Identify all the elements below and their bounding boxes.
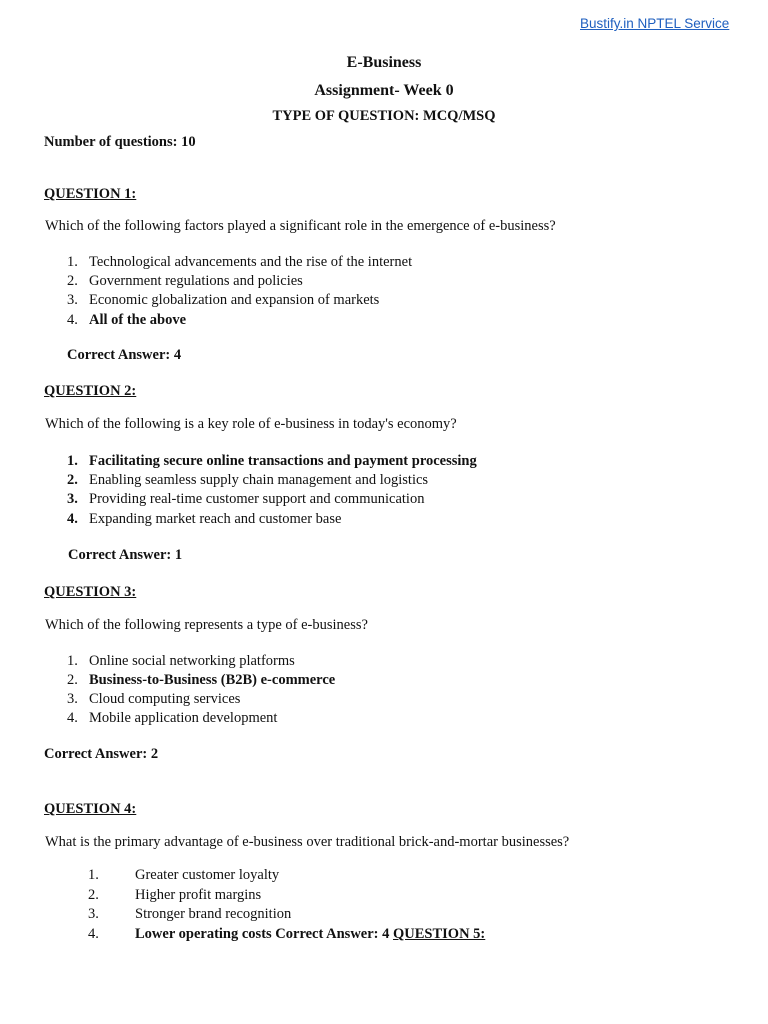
- option-text: Cloud computing services: [89, 691, 241, 707]
- option-text: Providing real-time customer support and communication: [89, 491, 425, 507]
- doc-title: E-Business: [346, 54, 422, 71]
- option-text-correct: Facilitating secure online transactions and payment processing: [89, 453, 477, 469]
- doc-subtitle: Assignment- Week 0: [314, 82, 454, 99]
- option-text: Higher profit margins: [135, 887, 262, 903]
- option-number: 4.: [67, 312, 78, 328]
- option-text-correct-with-next-label: [135, 926, 485, 943]
- option-text: Government regulations and policies: [89, 273, 303, 289]
- option-number: 3.: [88, 906, 99, 922]
- question-label: QUESTION 2:: [44, 383, 137, 399]
- question-type-line: TYPE OF QUESTION: MCQ/MSQ: [272, 108, 496, 124]
- option-text-correct: All of the above: [89, 312, 187, 328]
- question-text: Which of the following represents a type of e-business?: [45, 617, 368, 633]
- option-number: 2.: [88, 887, 99, 903]
- option-text-correct: Business-to-Business (B2B) e-commerce: [89, 672, 336, 688]
- option-text: Economic globalization and expansion of markets: [89, 292, 380, 308]
- option-number: 1.: [67, 653, 78, 669]
- option-text: Greater customer loyalty: [135, 867, 280, 883]
- option-number: 1.: [67, 254, 78, 270]
- option-text: Enabling seamless supply chain management and logistics: [89, 472, 429, 488]
- option-number: 3.: [67, 691, 78, 707]
- option-text: Online social networking platforms: [89, 653, 295, 669]
- question-text: What is the primary advantage of e-business over traditional brick-and-mortar businesses?: [45, 834, 570, 850]
- header-link[interactable]: Bustify.in NPTEL Service: [580, 16, 730, 31]
- option-text: Mobile application development: [89, 710, 278, 726]
- correct-answer: Correct Answer: 1: [68, 547, 183, 563]
- question-label: QUESTION 3:: [44, 584, 137, 600]
- question-label: QUESTION 5:: [393, 926, 486, 942]
- option-number: 4.: [88, 926, 99, 942]
- correct-answer: Correct Answer: 4: [67, 347, 182, 363]
- question-label: QUESTION 4:: [44, 801, 137, 817]
- question-label: QUESTION 1:: [44, 186, 137, 202]
- option-text: Expanding market reach and customer base: [89, 511, 342, 527]
- option-number: 1.: [88, 867, 99, 883]
- option-number: 2.: [67, 273, 78, 289]
- number-of-questions: Number of questions: 10: [44, 134, 196, 150]
- option-text: Stronger brand recognition: [135, 906, 292, 922]
- option-number: 1.: [67, 453, 78, 469]
- option-number: 2.: [67, 472, 78, 488]
- option-number: 2.: [67, 672, 78, 688]
- option-number: 4.: [67, 710, 78, 726]
- option-number: 3.: [67, 292, 78, 308]
- question-text: Which of the following factors played a significant role in the emergence of e-business?: [45, 218, 556, 234]
- option-text-correct: Lower operating costs Correct Answer: 4: [135, 926, 390, 942]
- option-number: 4.: [67, 511, 78, 527]
- correct-answer: Correct Answer: 2: [44, 746, 159, 762]
- option-number: 3.: [67, 491, 78, 507]
- option-text: Technological advancements and the rise of the internet: [89, 254, 413, 270]
- question-text: Which of the following is a key role of e-business in today's economy?: [45, 416, 457, 432]
